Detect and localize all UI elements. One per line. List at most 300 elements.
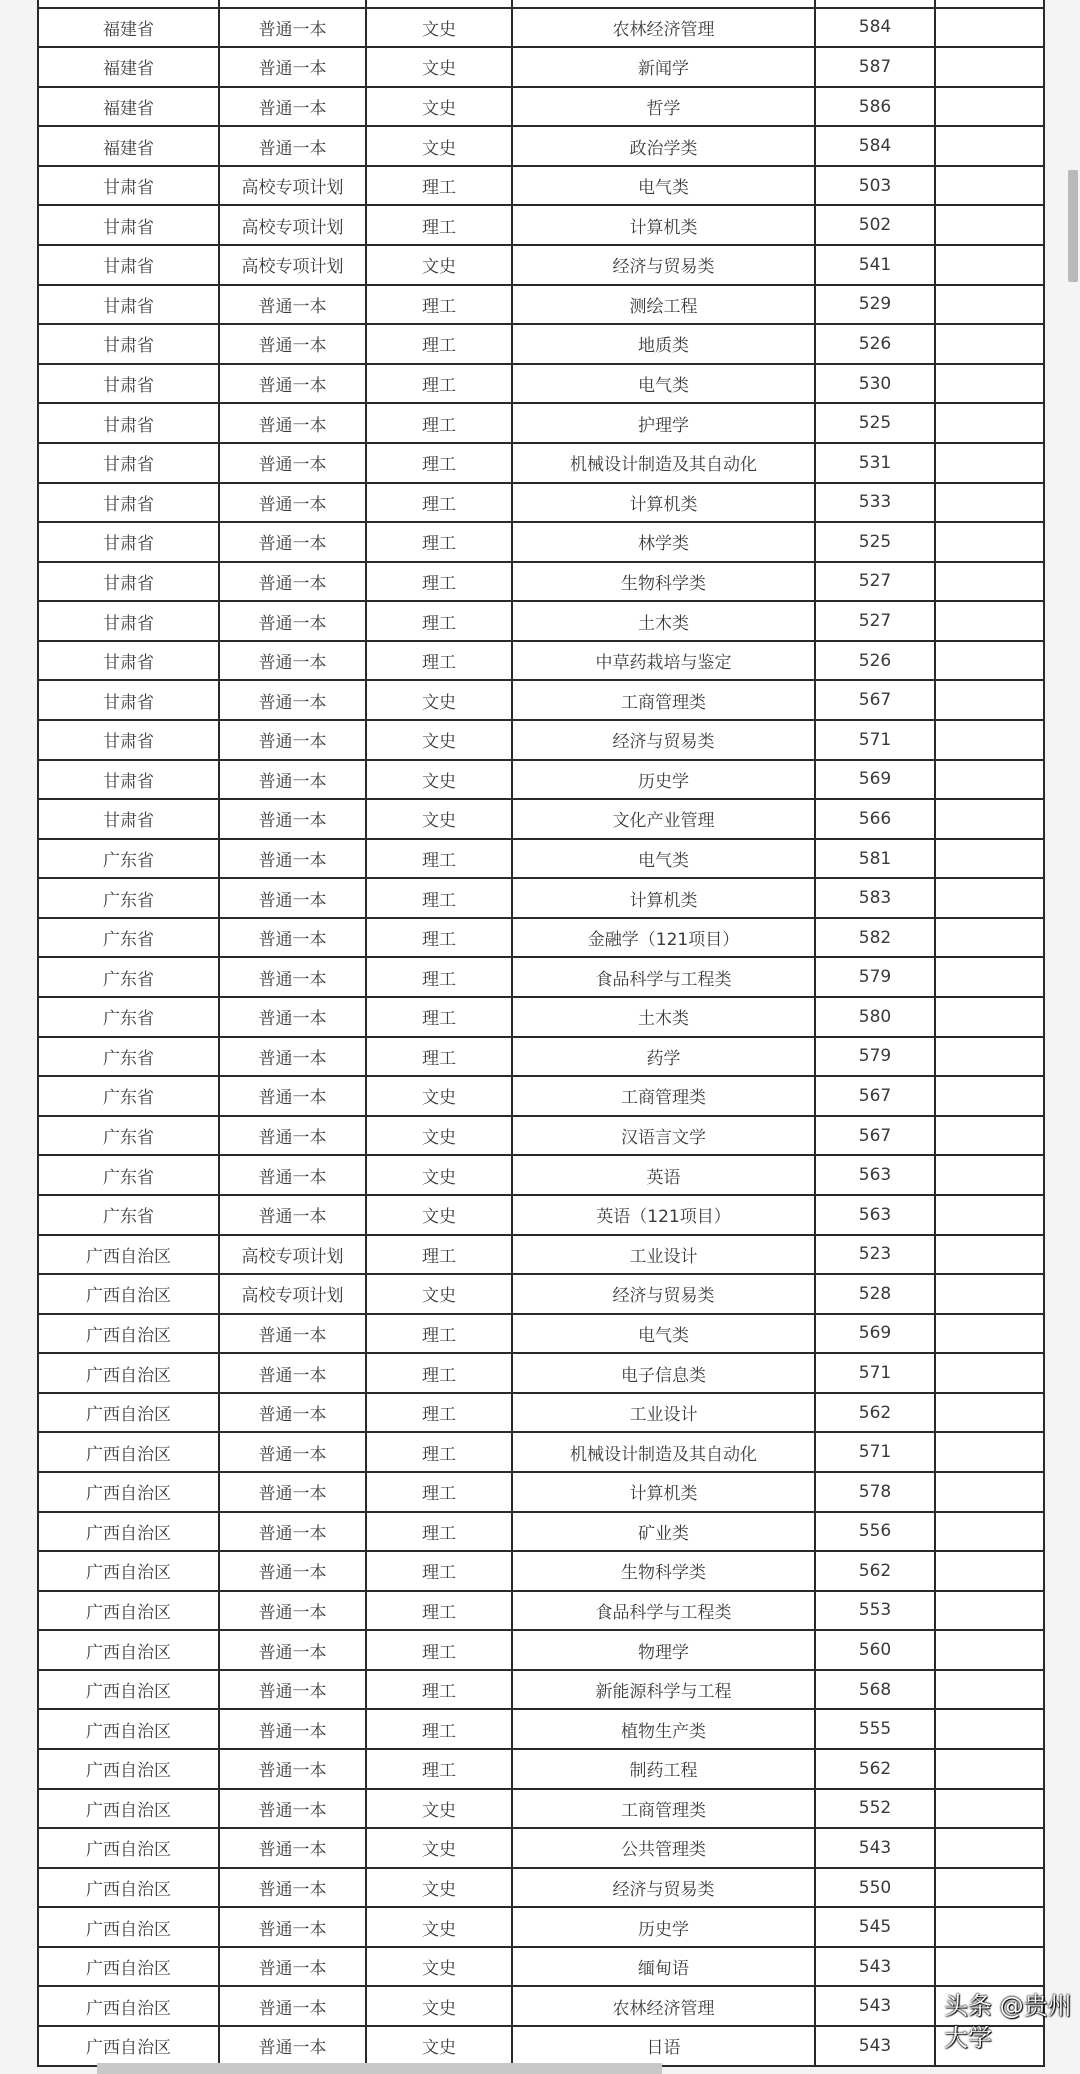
category-cell: 文史 bbox=[367, 800, 513, 838]
category-cell: 理工 bbox=[367, 642, 513, 680]
major-cell: 植物生产类 bbox=[513, 1710, 816, 1748]
category-cell: 理工 bbox=[367, 919, 513, 957]
table-row bbox=[39, 127, 1043, 167]
table-row bbox=[39, 1592, 1043, 1632]
province-cell: 广西自治区 bbox=[39, 1710, 220, 1748]
extra-cell bbox=[936, 1038, 1041, 1076]
major-cell: 经济与贸易类 bbox=[513, 721, 816, 759]
table-row bbox=[39, 9, 1043, 49]
province-cell: 广西自治区 bbox=[39, 1631, 220, 1669]
province-cell: 广东省 bbox=[39, 958, 220, 996]
batch-cell: 普通一本 bbox=[220, 48, 367, 86]
extra-cell bbox=[936, 998, 1041, 1036]
province-cell: 广西自治区 bbox=[39, 1552, 220, 1590]
table-row bbox=[39, 1671, 1043, 1711]
category-cell: 理工 bbox=[367, 484, 513, 522]
major-cell: 工商管理类 bbox=[513, 1790, 816, 1828]
batch-cell: 普通一本 bbox=[220, 1117, 367, 1155]
extra-cell bbox=[936, 325, 1041, 363]
category-cell: 文史 bbox=[367, 761, 513, 799]
table-row bbox=[39, 48, 1043, 88]
province-cell: 广西自治区 bbox=[39, 1275, 220, 1313]
batch-cell: 普通一本 bbox=[220, 998, 367, 1036]
major-cell: 工商管理类 bbox=[513, 1077, 816, 1115]
batch-cell: 普通一本 bbox=[220, 1433, 367, 1471]
category-cell: 理工 bbox=[367, 602, 513, 640]
score-cell: 543 bbox=[816, 1948, 936, 1986]
extra-cell bbox=[936, 1552, 1041, 1590]
extra-cell bbox=[936, 484, 1041, 522]
score-cell: 584 bbox=[816, 127, 936, 165]
extra-cell bbox=[936, 958, 1041, 996]
province-cell: 广东省 bbox=[39, 1117, 220, 1155]
category-cell: 文史 bbox=[367, 1077, 513, 1115]
batch-cell bbox=[220, 0, 367, 7]
major-cell: 电气类 bbox=[513, 365, 816, 403]
score-cell: 541 bbox=[816, 246, 936, 284]
batch-cell: 高校专项计划 bbox=[220, 246, 367, 284]
table-row bbox=[39, 1869, 1043, 1909]
major-cell: 农林经济管理 bbox=[513, 9, 816, 47]
extra-cell bbox=[936, 1513, 1041, 1551]
score-cell: 555 bbox=[816, 1710, 936, 1748]
score-cell: 569 bbox=[816, 1315, 936, 1353]
score-cell: 579 bbox=[816, 958, 936, 996]
extra-cell bbox=[936, 879, 1041, 917]
category-cell: 文史 bbox=[367, 2027, 513, 2065]
extra-cell bbox=[936, 206, 1041, 244]
province-cell: 广西自治区 bbox=[39, 1433, 220, 1471]
extra-cell bbox=[936, 563, 1041, 601]
category-cell: 理工 bbox=[367, 998, 513, 1036]
major-cell: 政治学类 bbox=[513, 127, 816, 165]
extra-cell bbox=[936, 48, 1041, 86]
table-row bbox=[39, 325, 1043, 365]
score-cell bbox=[816, 0, 936, 7]
table-row bbox=[39, 1710, 1043, 1750]
category-cell: 理工 bbox=[367, 523, 513, 561]
province-cell: 甘肃省 bbox=[39, 484, 220, 522]
extra-cell bbox=[936, 1592, 1041, 1630]
province-cell: 广东省 bbox=[39, 879, 220, 917]
batch-cell: 普通一本 bbox=[220, 1394, 367, 1432]
table-row bbox=[39, 2027, 1043, 2067]
table-row bbox=[39, 1829, 1043, 1869]
extra-cell bbox=[936, 523, 1041, 561]
category-cell: 文史 bbox=[367, 1869, 513, 1907]
batch-cell: 普通一本 bbox=[220, 325, 367, 363]
province-cell: 广东省 bbox=[39, 919, 220, 957]
vertical-scrollbar[interactable] bbox=[1068, 170, 1078, 282]
batch-cell: 普通一本 bbox=[220, 1473, 367, 1511]
extra-cell bbox=[936, 404, 1041, 442]
extra-cell bbox=[936, 840, 1041, 878]
table-row bbox=[39, 246, 1043, 286]
extra-cell bbox=[936, 1829, 1041, 1867]
table-row bbox=[39, 840, 1043, 880]
major-cell: 文化产业管理 bbox=[513, 800, 816, 838]
horizontal-scrollbar[interactable] bbox=[97, 2063, 662, 2074]
province-cell: 广东省 bbox=[39, 1196, 220, 1234]
table-row bbox=[39, 761, 1043, 801]
extra-cell bbox=[936, 681, 1041, 719]
batch-cell: 普通一本 bbox=[220, 484, 367, 522]
extra-cell bbox=[936, 919, 1041, 957]
batch-cell: 普通一本 bbox=[220, 286, 367, 324]
batch-cell: 高校专项计划 bbox=[220, 1275, 367, 1313]
score-cell: 526 bbox=[816, 642, 936, 680]
score-cell: 562 bbox=[816, 1394, 936, 1432]
extra-cell bbox=[936, 642, 1041, 680]
category-cell: 文史 bbox=[367, 1987, 513, 2025]
batch-cell: 高校专项计划 bbox=[220, 1236, 367, 1274]
province-cell: 甘肃省 bbox=[39, 602, 220, 640]
category-cell: 理工 bbox=[367, 1038, 513, 1076]
category-cell: 理工 bbox=[367, 563, 513, 601]
major-cell: 公共管理类 bbox=[513, 1829, 816, 1867]
score-cell: 526 bbox=[816, 325, 936, 363]
table-row bbox=[39, 1750, 1043, 1790]
major-cell: 农林经济管理 bbox=[513, 1987, 816, 2025]
province-cell: 广西自治区 bbox=[39, 1473, 220, 1511]
score-cell: 562 bbox=[816, 1750, 936, 1788]
batch-cell: 普通一本 bbox=[220, 88, 367, 126]
major-cell: 物理学 bbox=[513, 1631, 816, 1669]
major-cell: 制药工程 bbox=[513, 1750, 816, 1788]
category-cell: 文史 bbox=[367, 9, 513, 47]
batch-cell: 普通一本 bbox=[220, 1829, 367, 1867]
extra-cell bbox=[936, 1236, 1041, 1274]
category-cell: 文史 bbox=[367, 1790, 513, 1828]
score-cell: 533 bbox=[816, 484, 936, 522]
score-cell: 568 bbox=[816, 1671, 936, 1709]
major-cell: 历史学 bbox=[513, 1908, 816, 1946]
score-cell: 584 bbox=[816, 9, 936, 47]
table-row bbox=[39, 1077, 1043, 1117]
category-cell: 理工 bbox=[367, 206, 513, 244]
score-cell: 583 bbox=[816, 879, 936, 917]
extra-cell bbox=[936, 1948, 1041, 1986]
major-cell: 电子信息类 bbox=[513, 1354, 816, 1392]
score-cell: 531 bbox=[816, 444, 936, 482]
major-cell: 矿业类 bbox=[513, 1513, 816, 1551]
major-cell: 经济与贸易类 bbox=[513, 1869, 816, 1907]
table-row bbox=[39, 404, 1043, 444]
category-cell: 文史 bbox=[367, 127, 513, 165]
province-cell: 广东省 bbox=[39, 840, 220, 878]
batch-cell: 普通一本 bbox=[220, 1513, 367, 1551]
table-row bbox=[39, 167, 1043, 207]
major-cell: 电气类 bbox=[513, 1315, 816, 1353]
score-cell: 563 bbox=[816, 1196, 936, 1234]
extra-cell bbox=[936, 0, 1041, 7]
major-cell: 金融学（121项目） bbox=[513, 919, 816, 957]
province-cell: 广西自治区 bbox=[39, 1750, 220, 1788]
major-cell: 土木类 bbox=[513, 998, 816, 1036]
extra-cell bbox=[936, 1869, 1041, 1907]
score-cell: 502 bbox=[816, 206, 936, 244]
batch-cell: 普通一本 bbox=[220, 1908, 367, 1946]
province-cell: 广西自治区 bbox=[39, 1592, 220, 1630]
category-cell bbox=[367, 0, 513, 7]
batch-cell: 普通一本 bbox=[220, 1671, 367, 1709]
table-row bbox=[39, 1790, 1043, 1830]
extra-cell bbox=[936, 1315, 1041, 1353]
batch-cell: 普通一本 bbox=[220, 563, 367, 601]
extra-cell bbox=[936, 800, 1041, 838]
major-cell: 工业设计 bbox=[513, 1394, 816, 1432]
category-cell: 理工 bbox=[367, 1671, 513, 1709]
score-cell: 543 bbox=[816, 2027, 936, 2065]
category-cell: 文史 bbox=[367, 1156, 513, 1194]
watermark: 头条 @贵州大学 bbox=[944, 1992, 1072, 2052]
category-cell: 文史 bbox=[367, 1948, 513, 1986]
batch-cell: 普通一本 bbox=[220, 1552, 367, 1590]
major-cell: 计算机类 bbox=[513, 206, 816, 244]
score-cell: 560 bbox=[816, 1631, 936, 1669]
major-cell: 经济与贸易类 bbox=[513, 1275, 816, 1313]
major-cell: 新能源科学与工程 bbox=[513, 1671, 816, 1709]
batch-cell: 普通一本 bbox=[220, 1354, 367, 1392]
province-cell: 甘肃省 bbox=[39, 563, 220, 601]
score-cell: 550 bbox=[816, 1869, 936, 1907]
table-row bbox=[39, 444, 1043, 484]
batch-cell: 普通一本 bbox=[220, 9, 367, 47]
table-row bbox=[39, 1552, 1043, 1592]
category-cell: 理工 bbox=[367, 879, 513, 917]
major-cell: 英语 bbox=[513, 1156, 816, 1194]
major-cell: 缅甸语 bbox=[513, 1948, 816, 1986]
batch-cell: 普通一本 bbox=[220, 2027, 367, 2065]
category-cell: 理工 bbox=[367, 1750, 513, 1788]
major-cell: 经济与贸易类 bbox=[513, 246, 816, 284]
category-cell: 文史 bbox=[367, 681, 513, 719]
major-cell: 食品科学与工程类 bbox=[513, 958, 816, 996]
batch-cell: 普通一本 bbox=[220, 642, 367, 680]
table-row bbox=[39, 721, 1043, 761]
table-row bbox=[39, 1315, 1043, 1355]
score-cell: 580 bbox=[816, 998, 936, 1036]
province-cell: 广东省 bbox=[39, 1038, 220, 1076]
score-cell: 562 bbox=[816, 1552, 936, 1590]
batch-cell: 高校专项计划 bbox=[220, 206, 367, 244]
batch-cell: 普通一本 bbox=[220, 127, 367, 165]
score-cell: 543 bbox=[816, 1987, 936, 2025]
table-row bbox=[39, 563, 1043, 603]
category-cell: 理工 bbox=[367, 1315, 513, 1353]
table-row bbox=[39, 484, 1043, 524]
table-row bbox=[39, 1513, 1043, 1553]
category-cell: 文史 bbox=[367, 721, 513, 759]
province-cell: 广西自治区 bbox=[39, 1671, 220, 1709]
table-row bbox=[39, 206, 1043, 246]
score-cell: 543 bbox=[816, 1829, 936, 1867]
province-cell: 广西自治区 bbox=[39, 1315, 220, 1353]
major-cell: 汉语言文学 bbox=[513, 1117, 816, 1155]
province-cell bbox=[39, 0, 220, 7]
category-cell: 理工 bbox=[367, 286, 513, 324]
batch-cell: 普通一本 bbox=[220, 721, 367, 759]
province-cell: 广西自治区 bbox=[39, 1513, 220, 1551]
category-cell: 文史 bbox=[367, 88, 513, 126]
table-row bbox=[39, 681, 1043, 721]
score-cell: 553 bbox=[816, 1592, 936, 1630]
province-cell: 甘肃省 bbox=[39, 444, 220, 482]
major-cell: 食品科学与工程类 bbox=[513, 1592, 816, 1630]
major-cell: 林学类 bbox=[513, 523, 816, 561]
major-cell: 药学 bbox=[513, 1038, 816, 1076]
extra-cell bbox=[936, 1196, 1041, 1234]
province-cell: 甘肃省 bbox=[39, 642, 220, 680]
category-cell: 理工 bbox=[367, 840, 513, 878]
table-row bbox=[39, 1117, 1043, 1157]
batch-cell: 普通一本 bbox=[220, 1987, 367, 2025]
province-cell: 甘肃省 bbox=[39, 800, 220, 838]
table-row bbox=[39, 0, 1043, 9]
score-cell: 569 bbox=[816, 761, 936, 799]
province-cell: 广西自治区 bbox=[39, 1790, 220, 1828]
category-cell: 理工 bbox=[367, 365, 513, 403]
table-row bbox=[39, 800, 1043, 840]
table-row bbox=[39, 1631, 1043, 1671]
table-row bbox=[39, 1948, 1043, 1988]
score-cell: 587 bbox=[816, 48, 936, 86]
extra-cell bbox=[936, 1077, 1041, 1115]
province-cell: 甘肃省 bbox=[39, 365, 220, 403]
batch-cell: 普通一本 bbox=[220, 1038, 367, 1076]
batch-cell: 普通一本 bbox=[220, 602, 367, 640]
province-cell: 甘肃省 bbox=[39, 286, 220, 324]
province-cell: 广东省 bbox=[39, 998, 220, 1036]
table-row bbox=[39, 879, 1043, 919]
province-cell: 甘肃省 bbox=[39, 761, 220, 799]
category-cell: 理工 bbox=[367, 1394, 513, 1432]
major-cell: 机械设计制造及其自动化 bbox=[513, 444, 816, 482]
score-cell: 523 bbox=[816, 1236, 936, 1274]
score-cell: 545 bbox=[816, 1908, 936, 1946]
extra-cell bbox=[936, 1631, 1041, 1669]
extra-cell bbox=[936, 1394, 1041, 1432]
major-cell: 地质类 bbox=[513, 325, 816, 363]
extra-cell bbox=[936, 761, 1041, 799]
province-cell: 甘肃省 bbox=[39, 246, 220, 284]
province-cell: 甘肃省 bbox=[39, 404, 220, 442]
score-cell: 578 bbox=[816, 1473, 936, 1511]
table-row bbox=[39, 1473, 1043, 1513]
major-cell: 电气类 bbox=[513, 167, 816, 205]
table-row bbox=[39, 1987, 1043, 2027]
score-cell: 503 bbox=[816, 167, 936, 205]
extra-cell bbox=[936, 167, 1041, 205]
score-cell: 567 bbox=[816, 1077, 936, 1115]
batch-cell: 普通一本 bbox=[220, 404, 367, 442]
major-cell: 土木类 bbox=[513, 602, 816, 640]
batch-cell: 普通一本 bbox=[220, 800, 367, 838]
batch-cell: 普通一本 bbox=[220, 1315, 367, 1353]
category-cell: 文史 bbox=[367, 1196, 513, 1234]
table-row bbox=[39, 998, 1043, 1038]
extra-cell bbox=[936, 1790, 1041, 1828]
major-cell: 历史学 bbox=[513, 761, 816, 799]
province-cell: 福建省 bbox=[39, 9, 220, 47]
category-cell: 理工 bbox=[367, 1473, 513, 1511]
category-cell: 理工 bbox=[367, 958, 513, 996]
province-cell: 福建省 bbox=[39, 88, 220, 126]
province-cell: 甘肃省 bbox=[39, 523, 220, 561]
major-cell: 电气类 bbox=[513, 840, 816, 878]
extra-cell bbox=[936, 246, 1041, 284]
category-cell: 理工 bbox=[367, 1433, 513, 1471]
extra-cell bbox=[936, 1473, 1041, 1511]
table-row bbox=[39, 1156, 1043, 1196]
category-cell: 理工 bbox=[367, 1710, 513, 1748]
category-cell: 文史 bbox=[367, 1275, 513, 1313]
score-cell: 563 bbox=[816, 1156, 936, 1194]
category-cell: 文史 bbox=[367, 1829, 513, 1867]
province-cell: 甘肃省 bbox=[39, 721, 220, 759]
extra-cell bbox=[936, 1710, 1041, 1748]
batch-cell: 普通一本 bbox=[220, 1948, 367, 1986]
batch-cell: 普通一本 bbox=[220, 1790, 367, 1828]
category-cell: 文史 bbox=[367, 1908, 513, 1946]
category-cell: 理工 bbox=[367, 167, 513, 205]
major-cell: 工商管理类 bbox=[513, 681, 816, 719]
major-cell: 机械设计制造及其自动化 bbox=[513, 1433, 816, 1471]
category-cell: 文史 bbox=[367, 246, 513, 284]
extra-cell bbox=[936, 365, 1041, 403]
extra-cell bbox=[936, 444, 1041, 482]
major-cell: 生物科学类 bbox=[513, 563, 816, 601]
batch-cell: 普通一本 bbox=[220, 1156, 367, 1194]
score-cell: 567 bbox=[816, 681, 936, 719]
extra-cell bbox=[936, 1117, 1041, 1155]
province-cell: 广西自治区 bbox=[39, 1829, 220, 1867]
table-row bbox=[39, 1236, 1043, 1276]
table-row bbox=[39, 365, 1043, 405]
extra-cell bbox=[936, 127, 1041, 165]
major-cell: 计算机类 bbox=[513, 879, 816, 917]
major-cell: 中草药栽培与鉴定 bbox=[513, 642, 816, 680]
extra-cell bbox=[936, 1908, 1041, 1946]
score-cell: 527 bbox=[816, 563, 936, 601]
extra-cell bbox=[936, 88, 1041, 126]
major-cell: 测绘工程 bbox=[513, 286, 816, 324]
province-cell: 广西自治区 bbox=[39, 1908, 220, 1946]
major-cell: 哲学 bbox=[513, 88, 816, 126]
province-cell: 甘肃省 bbox=[39, 206, 220, 244]
table-row bbox=[39, 88, 1043, 128]
major-cell bbox=[513, 0, 816, 7]
table-row bbox=[39, 642, 1043, 682]
score-cell: 567 bbox=[816, 1117, 936, 1155]
score-cell: 528 bbox=[816, 1275, 936, 1313]
province-cell: 广西自治区 bbox=[39, 1236, 220, 1274]
category-cell: 理工 bbox=[367, 1236, 513, 1274]
province-cell: 甘肃省 bbox=[39, 167, 220, 205]
extra-cell bbox=[936, 602, 1041, 640]
major-cell: 护理学 bbox=[513, 404, 816, 442]
batch-cell: 普通一本 bbox=[220, 1592, 367, 1630]
category-cell: 理工 bbox=[367, 1592, 513, 1630]
score-cell: 556 bbox=[816, 1513, 936, 1551]
batch-cell: 普通一本 bbox=[220, 681, 367, 719]
score-cell: 579 bbox=[816, 1038, 936, 1076]
table-row bbox=[39, 1275, 1043, 1315]
major-cell: 英语（121项目） bbox=[513, 1196, 816, 1234]
category-cell: 理工 bbox=[367, 1354, 513, 1392]
extra-cell bbox=[936, 286, 1041, 324]
category-cell: 理工 bbox=[367, 1631, 513, 1669]
